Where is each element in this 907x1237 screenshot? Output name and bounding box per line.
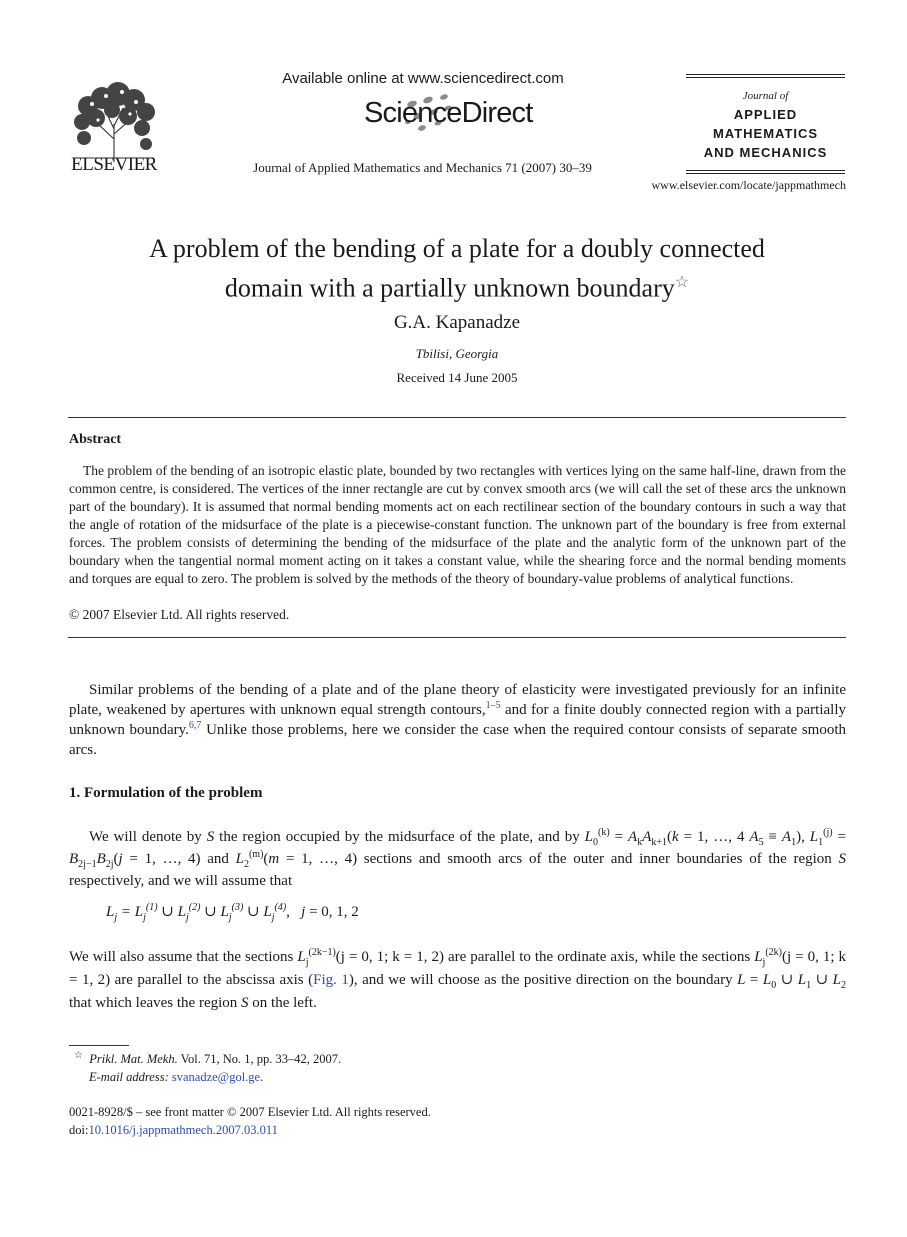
symbol-S: S [206, 829, 215, 845]
journal-title-line2: MATHEMATICS [712, 126, 819, 141]
footnote-source-journal: Prikl. Mat. Mekh. [89, 1052, 178, 1066]
footnote-email: E-mail address: svanadze@gol.ge. [89, 1070, 264, 1084]
s1p1-text-c: sections and smooth arcs of the outer and inner boundaries of the region [357, 851, 839, 867]
intro-text-2: and for a finite doubly connected region with a partially unknown boundary. [69, 702, 846, 738]
citation-1-5[interactable]: 1–5 [485, 700, 501, 711]
equation-1: $L_j = L_j^{(1)}$ ∪ $L_j^{(2)}$ ∪ $L_j^{(3)}$ ∪ $L_j^{(4)}$, j = 0, 1, 2 [106, 902, 359, 923]
abstract-top-rule [68, 417, 846, 418]
issn-line: 0021-8928/$ – see front matter © 2007 Elsevier Ltd. All rights reserved. [69, 1105, 431, 1119]
journal-of-label: Journal of [742, 90, 789, 102]
abstract-copyright: © 2007 Elsevier Ltd. All rights reserved. [69, 607, 290, 622]
footnote-source [74, 1049, 342, 1067]
s1p2-text-c: (j = 0, 1; k = 1, 2) are parallel to the abscissa axis ( [69, 949, 846, 988]
s1p1-text-d: respectively, and we will assume that [69, 873, 293, 889]
symbol-S-3: S [241, 995, 249, 1011]
author-email-link[interactable]: svanadze@gol.ge [171, 1070, 261, 1084]
sciencedirect-wordmark: ScienceDirect [364, 97, 533, 129]
journal-url[interactable]: www.elsevier.com/locate/jappmathmech [651, 178, 846, 192]
abstract-text: The problem of the bending of an isotropic elastic plate, bounded by two rectangles with vertices lying on the same half-line, drawn from the common centre, is considered. The vertices of the inner rectangle are cut by convex smooth arcs (we will call the set of these arcs the unknown part of the boundary). It is assumed that normal bending moments act on each rectilinear section of the boundary contours in such a way that the angle of rotation of the midsurface of the plate is a piecewise-constant function. The unknown part of the boundary is free from external forces. The problem consists of determining the bending of the midsurface of the plate and the analytic form of the unknown part of the boundary when the tangential normal moment acting on it takes a constant value, while the shearing force and the normal bending moments and torques are equal to zero. The problem is solved by the methods of the theory of boundary-value problems of analytical functions. [69, 463, 846, 586]
s1p2-text-a: We will also assume that the sections [69, 949, 298, 965]
email-label: E-mail address: [89, 1070, 169, 1084]
author-name: G.A. Kapanadze [393, 312, 521, 333]
doi-label: doi: [69, 1123, 89, 1137]
footnote-rule [69, 1045, 129, 1046]
s1p2-text-b: (j = 0, 1; k = 1, 2) are parallel to the ordinate axis, while the sections [335, 949, 755, 965]
title-footnote-star-icon[interactable]: ☆ [674, 274, 690, 291]
publisher-name: ELSEVIER [71, 154, 157, 175]
section-1-heading: 1. Formulation of the problem [69, 785, 263, 801]
figure-1-link[interactable]: Fig. 1 [313, 972, 349, 988]
intro-text-3: Unlike those problems, here we consider the case when the required contour consists of separate smooth arcs. [69, 722, 847, 758]
section-1-paragraph-1: We will denote by S the region occupied by the midsurface of the plate, and by $L_0^{(k)} = A_kA_{k+1}(k = 1$, …, 4 $A_5 \equiv A_1$), $L_1^{(j)} = B_{2j-1}B_{2j}(j = 1$, …, 4) and $L_2^{(m)}(m = 1$, …, 4) sections and smooth arcs of the outer and inner boundaries of the region S respectively, and we will assume that [69, 827, 846, 889]
section-1-paragraph-2: We will also assume that the sections $L_j^{(2k-1)}(j = 0$, 1; k = 1, 2) are parallel to the ordinate axis, while the sections $L_j^{(2k)}(j = 0$, 1; k = 1, 2) are parallel to the abscissa axis (Fig. 1), and we will choose as the positive direction on the boundary $L = L_0$ ∪ $L_1$ ∪ $L_2$ that which leaves the region S on the left. [69, 947, 846, 1011]
journal-reference: Journal of Applied Mathematics and Mechanics 71 (2007) 30–39 [253, 160, 592, 175]
s1p1-text-a: We will denote by [89, 829, 207, 845]
abstract-bottom-rule [68, 637, 846, 638]
title-line-2: domain with a partially unknown boundary [224, 273, 675, 303]
journal-title-box [686, 74, 845, 174]
s1p2-text-e: that which leaves the region [69, 995, 242, 1011]
footnote-star-icon: ☆ [74, 1049, 83, 1061]
intro-text-1: Similar problems of the bending of a plate and of the plane theory of elasticity were investigated previously for an infinite plate, weakened by apertures with unknown equal strength contours, [69, 682, 846, 718]
article-title [68, 232, 846, 306]
citation-6-7[interactable]: 6,7 [188, 720, 202, 731]
doi-line [69, 1123, 278, 1138]
journal-title-line1: APPLIED [733, 107, 798, 122]
received-date: Received 14 June 2005 [396, 370, 518, 385]
s1p2-text-f: on the left. [248, 995, 317, 1011]
footnote-source-details: Vol. 71, No. 1, pp. 33–42, 2007. [177, 1052, 342, 1066]
intro-paragraph [69, 680, 846, 760]
s1p1-text-b: the region occupied by the midsurface of the plate, and by [214, 829, 585, 845]
doi-link[interactable]: 10.1016/j.jappmathmech.2007.03.011 [88, 1123, 278, 1137]
title-line-1: A problem of the bending of a plate for a doubly connected [149, 234, 765, 263]
available-online-text[interactable]: Available online at www.sciencedirect.com [282, 70, 564, 87]
symbol-S-2: S [838, 851, 846, 867]
journal-title-line3: AND MECHANICS [703, 145, 828, 160]
author-affiliation: Tbilisi, Georgia [415, 346, 499, 361]
abstract-heading: Abstract [69, 432, 122, 447]
s1p2-text-d: ), and we will choose as the positive direction on the boundary [348, 972, 738, 988]
